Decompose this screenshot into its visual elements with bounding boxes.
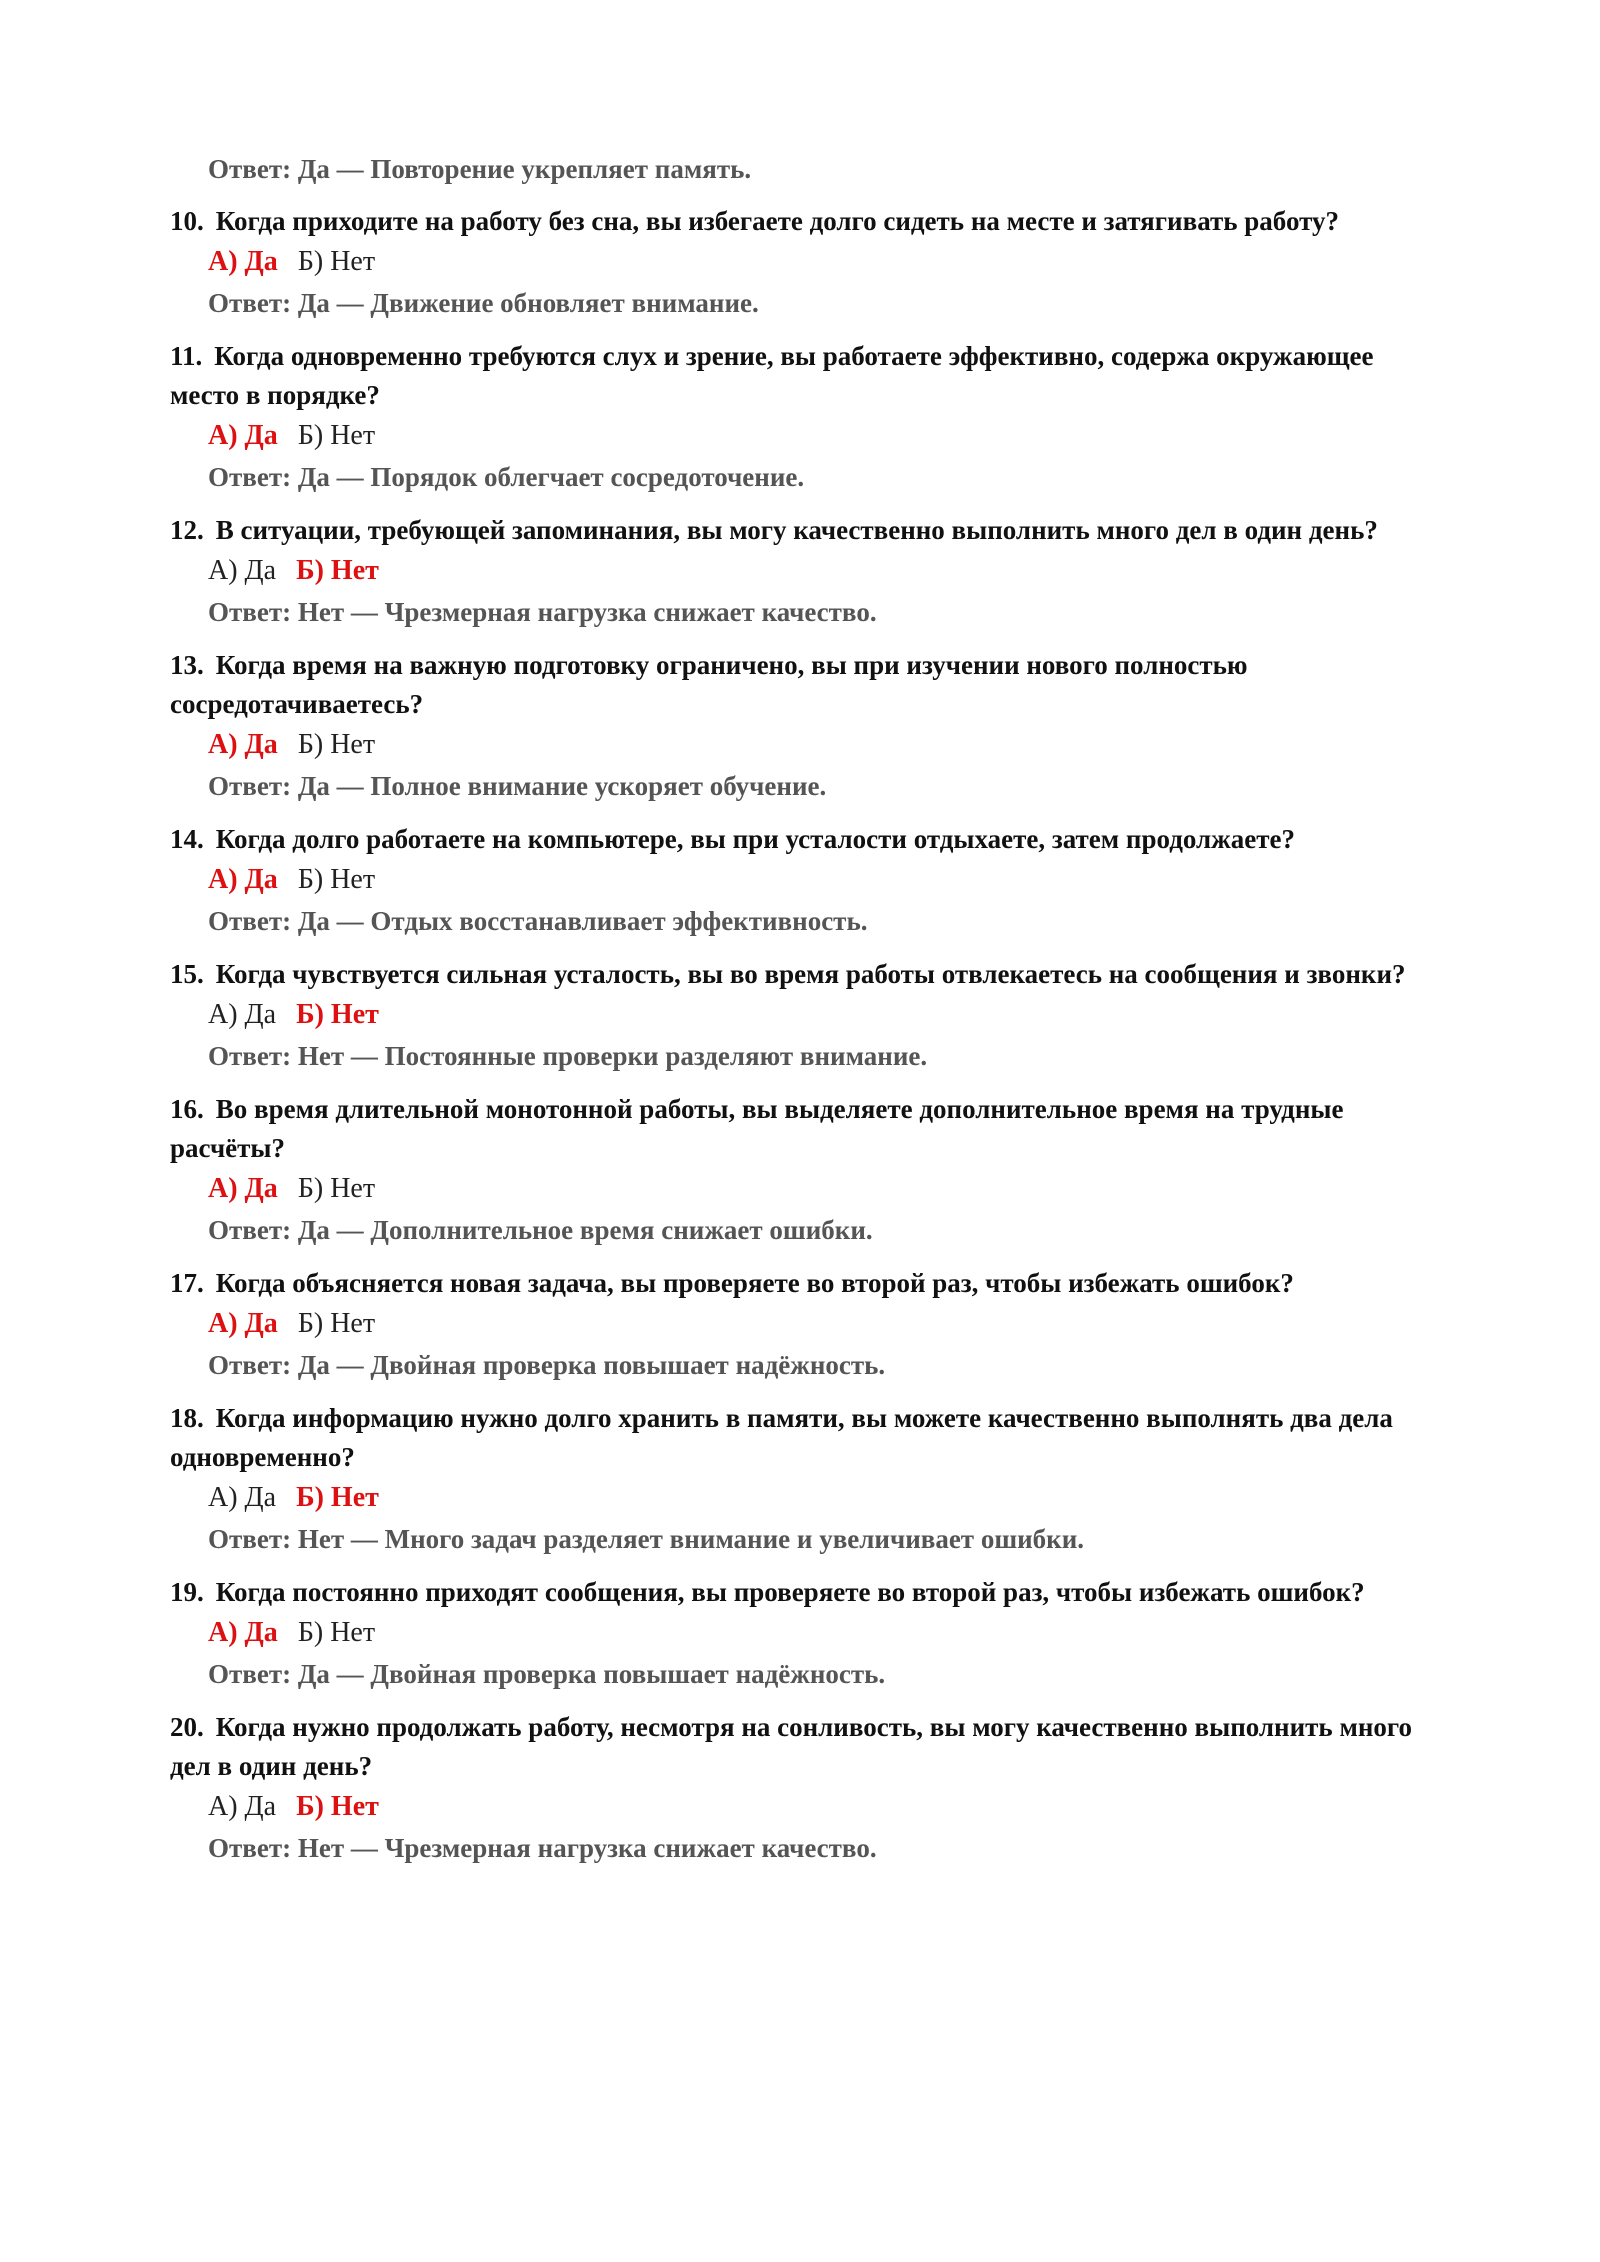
answer-explanation: Ответ: Да — Полное внимание ускоряет обучение. [208, 771, 827, 801]
question-number: 10. [170, 206, 204, 236]
option-a: А) Да [208, 729, 278, 760]
question-text [170, 337, 1440, 415]
question-body: Когда постоянно приходят сообщения, вы проверяете во второй раз, чтобы избежать ошибок? [215, 1577, 1365, 1607]
option-a: А) Да [208, 555, 277, 586]
answer-explanation: Ответ: Да — Двойная проверка повышает надёжность. [208, 1350, 886, 1380]
options-row [208, 1612, 1440, 1654]
question-text [170, 1708, 1440, 1786]
options-row [208, 1303, 1440, 1345]
question-text [170, 202, 1440, 241]
question-text [170, 1090, 1440, 1168]
options-row [208, 241, 1440, 283]
question-number: 15. [170, 959, 204, 989]
question-text [170, 820, 1440, 859]
question-number: 12. [170, 515, 204, 545]
question-number: 16. [170, 1094, 204, 1124]
option-b: Б) Нет [297, 420, 376, 451]
answer-explanation: Ответ: Нет — Много задач разделяет внимание и увеличивает ошибки. [208, 1524, 1085, 1554]
option-a: А) Да [208, 1617, 278, 1648]
answer-explanation: Ответ: Да — Двойная проверка повышает надёжность. [208, 1659, 886, 1689]
options-row [208, 415, 1440, 457]
question-number: 20. [170, 1712, 204, 1742]
options-row [208, 994, 1440, 1036]
question-number: 14. [170, 824, 204, 854]
options-row [208, 1477, 1440, 1519]
question-item [170, 1090, 1440, 1250]
question-text [170, 1399, 1440, 1477]
question-item [170, 646, 1440, 806]
question-body: Когда объясняется новая задача, вы проверяете во второй раз, чтобы избежать ошибок? [215, 1268, 1294, 1298]
question-number: 18. [170, 1403, 204, 1433]
option-b: Б) Нет [297, 729, 376, 760]
question-text [170, 955, 1440, 994]
question-body: В ситуации, требующей запоминания, вы могу качественно выполнить много дел в один день? [215, 515, 1378, 545]
option-b: Б) Нет [296, 1791, 379, 1822]
answer-explanation: Ответ: Нет — Чрезмерная нагрузка снижает качество. [208, 597, 877, 627]
question-list [170, 202, 1440, 1868]
question-body: Во время длительной монотонной работы, вы выделяете дополнительное время на трудные расчёты? [170, 1094, 1344, 1163]
answer-explanation: Ответ: Да — Порядок облегчает сосредоточение. [208, 462, 805, 492]
options-row [208, 1168, 1440, 1210]
question-number: 17. [170, 1268, 204, 1298]
question-body: Когда время на важную подготовку ограничено, вы при изучении нового полностью сосредотачиваетесь? [170, 650, 1248, 719]
question-text [170, 646, 1440, 724]
previous-answer: Ответ: Да — Повторение укрепляет память. [208, 154, 752, 184]
question-item [170, 202, 1440, 323]
question-body: Когда нужно продолжать работу, несмотря на сонливость, вы могу качественно выполнить много дел в один день? [170, 1712, 1412, 1781]
question-number: 11. [170, 341, 203, 371]
options-row [208, 859, 1440, 901]
question-body: Когда информацию нужно долго хранить в памяти, вы можете качественно выполнять два дела одновременно? [170, 1403, 1393, 1472]
question-item [170, 1708, 1440, 1868]
question-number: 19. [170, 1577, 204, 1607]
answer-explanation: Ответ: Да — Дополнительное время снижает ошибки. [208, 1215, 873, 1245]
option-a: А) Да [208, 1482, 277, 1513]
question-text [170, 1264, 1440, 1303]
option-b: Б) Нет [296, 1482, 379, 1513]
option-b: Б) Нет [296, 999, 379, 1030]
question-item [170, 1573, 1440, 1694]
answer-explanation: Ответ: Да — Движение обновляет внимание. [208, 288, 759, 318]
question-body: Когда приходите на работу без сна, вы избегаете долго сидеть на месте и затягивать работу? [215, 206, 1339, 236]
question-item [170, 1264, 1440, 1385]
option-a: А) Да [208, 1173, 278, 1204]
option-a: А) Да [208, 999, 277, 1030]
question-item [170, 337, 1440, 497]
question-body: Когда одновременно требуются слух и зрение, вы работаете эффективно, содержа окружающее место в порядке? [170, 341, 1374, 410]
question-body: Когда чувствуется сильная усталость, вы во время работы отвлекаетесь на сообщения и звонки? [215, 959, 1406, 989]
question-text [170, 1573, 1440, 1612]
question-item [170, 820, 1440, 941]
answer-explanation: Ответ: Нет — Чрезмерная нагрузка снижает качество. [208, 1833, 877, 1863]
question-item [170, 955, 1440, 1076]
option-b: Б) Нет [297, 1173, 376, 1204]
option-a: А) Да [208, 864, 278, 895]
question-text [170, 511, 1440, 550]
options-row [208, 724, 1440, 766]
question-item [170, 1399, 1440, 1559]
option-a: А) Да [208, 246, 278, 277]
question-item [170, 511, 1440, 632]
option-a: А) Да [208, 1308, 278, 1339]
option-b: Б) Нет [297, 1308, 376, 1339]
answer-explanation: Ответ: Нет — Постоянные проверки разделяют внимание. [208, 1041, 928, 1071]
option-a: А) Да [208, 420, 278, 451]
option-b: Б) Нет [297, 864, 376, 895]
option-a: А) Да [208, 1791, 277, 1822]
option-b: Б) Нет [297, 246, 376, 277]
option-b: Б) Нет [296, 555, 379, 586]
answer-explanation: Ответ: Да — Отдых восстанавливает эффективность. [208, 906, 868, 936]
document-page [170, 150, 1440, 1882]
options-row [208, 1786, 1440, 1828]
options-row [208, 550, 1440, 592]
option-b: Б) Нет [297, 1617, 376, 1648]
question-body: Когда долго работаете на компьютере, вы при усталости отдыхаете, затем продолжаете? [215, 824, 1295, 854]
question-number: 13. [170, 650, 204, 680]
